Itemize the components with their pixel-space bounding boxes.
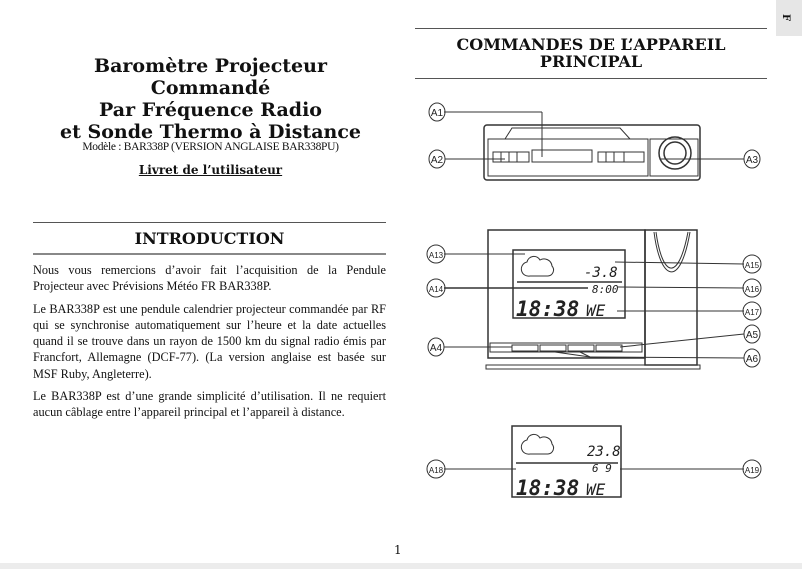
lcd-date: 6 9: [592, 462, 612, 475]
paragraph: Le BAR338P est d’une grande simplicité d’utilisation. Il ne requiert aucun câblage entre l’appareil principal et l’appareil à distance.: [33, 389, 386, 420]
callout-a16: A16: [744, 285, 760, 294]
language-tab-label: F: [780, 13, 792, 22]
lcd-clock-time: 18:38: [516, 297, 580, 321]
lcd-temperature: 23.8: [587, 444, 621, 460]
title-line: et Sonde Thermo à Distance: [60, 121, 361, 143]
heading-line: PRINCIPAL: [539, 52, 643, 71]
callout-a4: A4: [429, 343, 443, 354]
paragraph: Nous vous remercions d’avoir fait l’acquisition de la Pendule Projecteur avec Prévisions Météo FR BAR338P.: [33, 263, 386, 294]
callout-a14: A14: [428, 285, 444, 294]
callout-a6: A6: [745, 354, 759, 365]
callout-a5: A5: [745, 330, 759, 341]
lcd-temperature: -3.8: [584, 265, 618, 281]
callout-a17: A17: [744, 308, 760, 317]
callout-a15: A15: [744, 261, 760, 270]
heading-line: COMMANDES DE L’APPAREIL: [456, 35, 726, 54]
introduction-heading: INTRODUCTION: [134, 229, 285, 248]
page-number: 1: [394, 543, 402, 557]
callout-a19: A19: [744, 466, 760, 475]
lcd-alarm-time: 8:00: [592, 283, 619, 296]
lcd-weekday: WE: [586, 480, 606, 499]
top-view-diagram: [444, 112, 744, 180]
callout-a13: A13: [428, 251, 444, 260]
manual-label: Livret de l’utilisateur: [138, 163, 283, 177]
title-line: Baromètre Projecteur Commandé: [94, 55, 327, 99]
lcd-clock-time: 18:38: [516, 476, 580, 500]
callout-a3: A3: [745, 155, 759, 166]
callout-a1: A1: [430, 108, 444, 119]
model-line: Modèle : BAR338P (VERSION ANGLAISE BAR338PU): [82, 141, 339, 153]
callout-a2: A2: [430, 155, 444, 166]
lcd-weekday: WE: [586, 301, 606, 320]
paragraph: Le BAR338P est une pendule calendrier projecteur commandée par RF qui se synchronise automatiquement sur l’heure et la date actuelles quand il se trouve dans un rayon de 1500 km du signal radio émis par Francfort, Allemagne (DCF-77). (La version anglaise est basée sur MSF Ruby, Angleterre).: [33, 301, 386, 381]
title-line: Par Fréquence Radio: [99, 99, 322, 121]
front-view-diagram: [444, 230, 744, 369]
callout-a18: A18: [428, 466, 444, 475]
